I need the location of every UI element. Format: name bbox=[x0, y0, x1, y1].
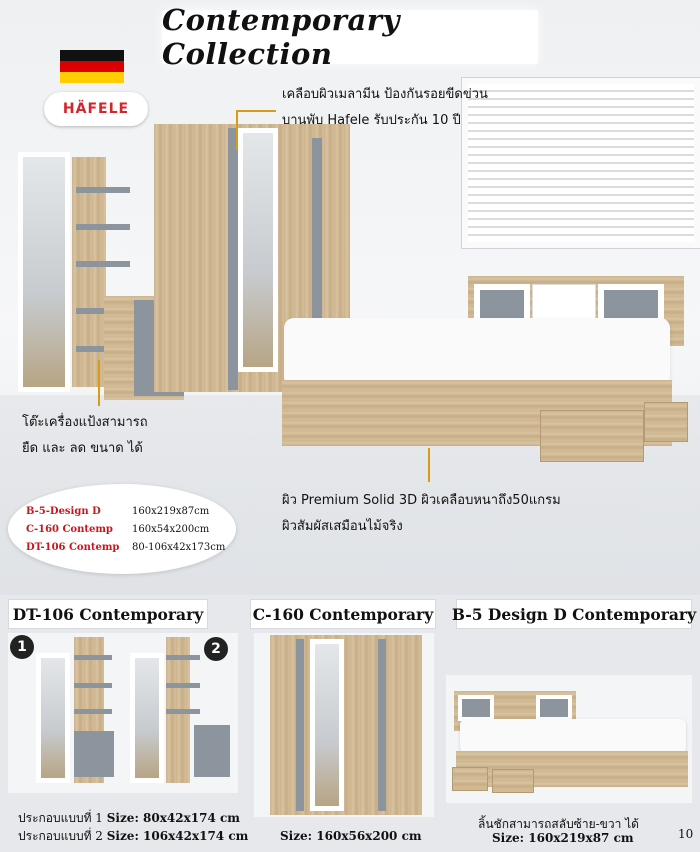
spec-name: DT-106 Contemp bbox=[26, 542, 120, 553]
product-title-text: B-5 Design D Contemporary bbox=[451, 604, 697, 624]
shelf bbox=[76, 187, 130, 193]
page-number-text: 10 bbox=[678, 827, 694, 841]
shelf bbox=[166, 709, 200, 714]
caption-size: Size: 106x42x174 cm bbox=[106, 829, 249, 843]
bed-drawer bbox=[492, 769, 534, 793]
callout-top bbox=[282, 82, 488, 134]
hafele-logo bbox=[44, 92, 148, 126]
spec-table bbox=[8, 484, 236, 574]
wardrobe-strip bbox=[378, 639, 386, 811]
headboard-shelf bbox=[536, 695, 572, 721]
callout-text: ผิวสัมผัสเสมือนไม้จริง bbox=[282, 519, 403, 534]
callout-text: ยืด และ ลด ขนาด ได้ bbox=[22, 441, 143, 456]
badge-text: 1 bbox=[17, 639, 27, 655]
shelf bbox=[74, 709, 112, 714]
caption-b5-size bbox=[492, 831, 634, 845]
headboard-shelf bbox=[458, 695, 494, 721]
caption-label: ลิ้นชักสามารถสลับซ้าย-ขวา ได้ bbox=[478, 817, 639, 831]
product-title-text: C-160 Contemporary bbox=[252, 604, 434, 624]
shelf bbox=[74, 655, 112, 660]
caption-size: Size: 80x42x174 cm bbox=[106, 811, 240, 825]
badge-option-2 bbox=[204, 637, 228, 661]
bed-drawer bbox=[644, 402, 688, 442]
title-banner bbox=[162, 3, 538, 71]
wardrobe-mirror bbox=[238, 128, 278, 372]
german-flag-icon bbox=[60, 50, 124, 83]
badge-text: 2 bbox=[211, 641, 221, 657]
shelf bbox=[76, 261, 130, 267]
product-image-dt106 bbox=[8, 633, 238, 793]
bed-drawer bbox=[540, 410, 644, 462]
product-panels bbox=[0, 595, 700, 852]
spec-size: 80-106x42x173cm bbox=[132, 542, 226, 553]
caption-c160 bbox=[280, 829, 422, 843]
caption-label: ประกอบแบบที่ 1 bbox=[18, 811, 103, 825]
wardrobe-mirror bbox=[310, 639, 344, 811]
spec-row bbox=[26, 524, 209, 535]
spec-row bbox=[26, 542, 225, 553]
mattress bbox=[284, 318, 670, 382]
caption-size: Size: 160x219x87 cm bbox=[492, 831, 634, 845]
bed-drawer bbox=[452, 767, 488, 791]
product-image-b5 bbox=[446, 675, 692, 803]
callout-leader-top bbox=[236, 110, 276, 150]
cabinet-door bbox=[194, 725, 230, 777]
brand-name: HÄFELE bbox=[62, 101, 130, 117]
cabinet-door bbox=[74, 731, 114, 777]
callout-text: เคลือบผิวเมลามีน ป้องกันรอยขีดข่วน bbox=[282, 87, 488, 102]
mattress bbox=[460, 719, 686, 753]
mirror bbox=[130, 653, 164, 783]
caption-size: Size: 160x56x200 cm bbox=[280, 829, 422, 843]
window-blinds bbox=[462, 78, 700, 248]
shelf bbox=[76, 224, 130, 230]
shelf bbox=[74, 683, 112, 688]
page-number bbox=[678, 827, 693, 841]
wardrobe bbox=[270, 635, 422, 815]
spec-name: B-5-Design D bbox=[26, 506, 101, 517]
page-title: Contemporary Collection bbox=[162, 3, 400, 71]
mirror bbox=[36, 653, 70, 783]
product-title-c160 bbox=[250, 599, 436, 629]
spec-size: 160x54x200cm bbox=[132, 524, 210, 535]
callout-text: ผิว Premium Solid 3D ผิวเคลือบหนาถึง50แกรม bbox=[282, 493, 561, 508]
bed-base bbox=[456, 751, 688, 787]
standing-mirror bbox=[18, 152, 70, 392]
callout-text: บานพับ Hafele รับประกัน 10 ปี bbox=[282, 113, 461, 128]
callout-leader-left bbox=[98, 360, 100, 406]
spec-size: 160x219x87cm bbox=[132, 506, 210, 517]
spec-name: C-160 Contemp bbox=[26, 524, 113, 535]
caption-dt106-option1 bbox=[18, 809, 240, 828]
callout-left bbox=[22, 410, 148, 462]
caption-label: ประกอบแบบที่ 2 bbox=[18, 829, 103, 843]
badge-option-1 bbox=[10, 635, 34, 659]
shelf bbox=[166, 655, 200, 660]
callout-bottom bbox=[282, 488, 561, 540]
callout-leader-bottom bbox=[428, 448, 430, 482]
shelf bbox=[166, 683, 200, 688]
callout-text: โต๊ะเครื่องแป้งสามารถ bbox=[22, 415, 148, 430]
product-title-b5 bbox=[451, 599, 697, 629]
product-title-dt106 bbox=[8, 599, 208, 629]
caption-dt106-option2 bbox=[18, 827, 248, 846]
wardrobe-strip bbox=[228, 128, 238, 390]
product-title-text: DT-106 Contemporary bbox=[12, 604, 204, 624]
product-image-c160 bbox=[254, 633, 434, 817]
spec-row bbox=[26, 506, 209, 517]
wardrobe-strip bbox=[296, 639, 304, 811]
